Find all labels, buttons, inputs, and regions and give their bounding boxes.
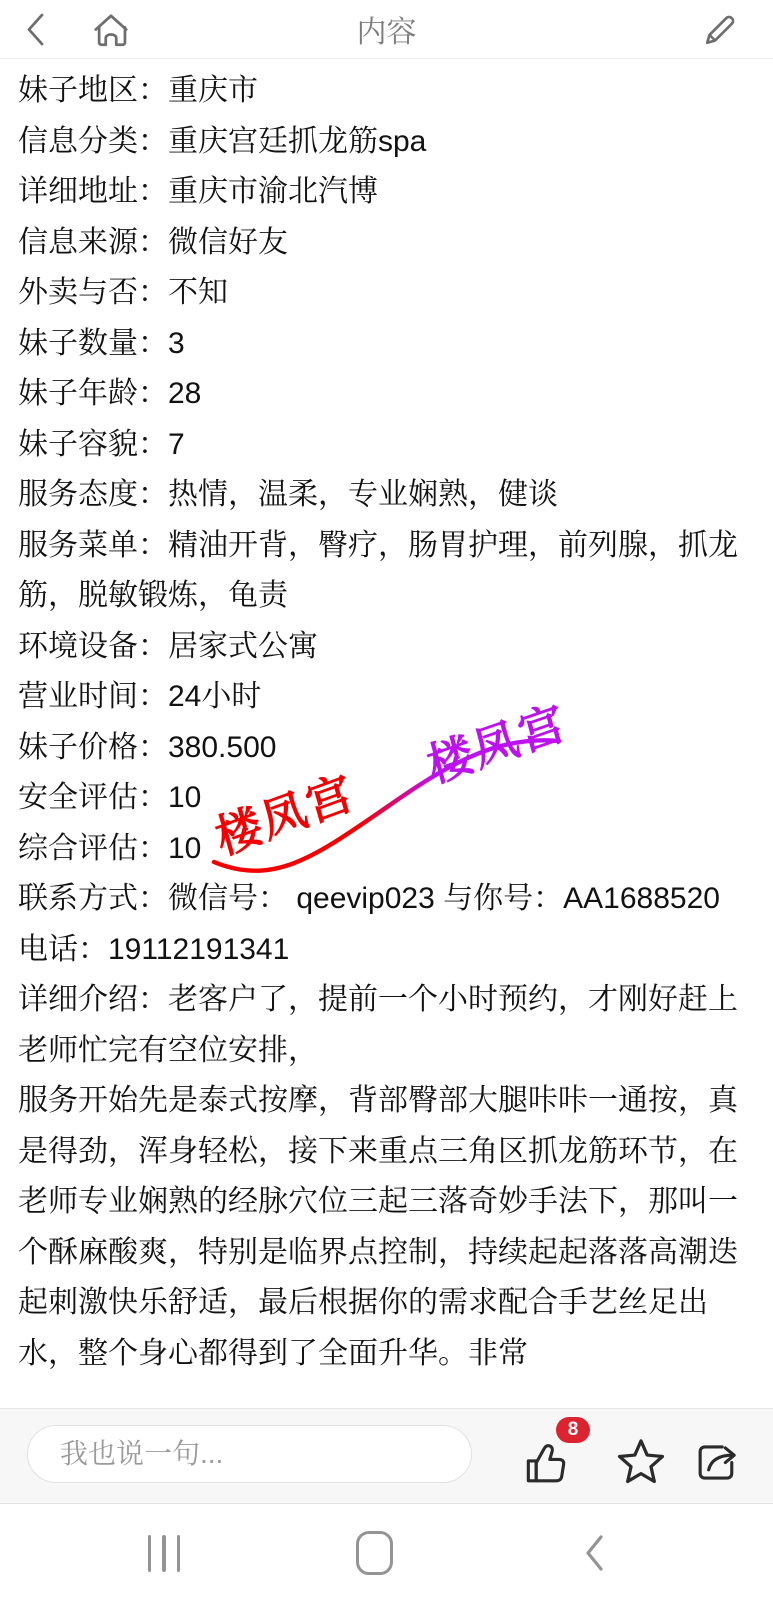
like-count-badge: 8 xyxy=(556,1417,590,1443)
home-squircle-icon xyxy=(356,1531,393,1575)
recents-button[interactable] xyxy=(134,1522,194,1584)
home-button[interactable] xyxy=(86,6,136,54)
content-body xyxy=(18,59,759,1408)
content-paragraph: 联系方式：微信号： qeevip023 与你号：AA1688520 xyxy=(18,882,720,915)
content-paragraph: 服务态度：热情，温柔，专业娴熟，健谈 xyxy=(18,478,558,511)
favorite-button[interactable] xyxy=(612,1433,670,1491)
back-chevron-icon xyxy=(581,1532,607,1574)
page-title: 内容 xyxy=(356,16,417,49)
recents-icon xyxy=(148,1535,180,1572)
home-icon xyxy=(90,9,132,51)
content-paragraph: 营业时间：24小时 xyxy=(18,680,262,713)
watermark-text-red: 楼凤宫 xyxy=(209,765,360,865)
content-paragraph: 电话：19112191341 xyxy=(18,932,290,966)
content-paragraph: 环境设备：居家式公寓 xyxy=(18,629,318,663)
content-paragraph: 详细介绍：老客户了，提前一个小时预约，才刚好赶上老师忙完有空位安排， xyxy=(18,983,738,1067)
watermark-text-purple: 楼凤宫 xyxy=(421,695,572,793)
edit-button[interactable] xyxy=(694,6,746,54)
back-button[interactable] xyxy=(14,8,58,52)
nav-home-button[interactable] xyxy=(344,1522,404,1584)
content-paragraph: 信息来源：微信好友 xyxy=(18,225,288,259)
content-paragraph: 妹子年龄：28 xyxy=(18,377,202,410)
content-paragraph: 信息分类：重庆宫廷抓龙筋spa xyxy=(18,124,427,158)
content-paragraph: 妹子地区：重庆市 xyxy=(18,74,258,107)
comment-input[interactable] xyxy=(27,1425,472,1483)
top-app-bar xyxy=(0,0,773,59)
content-paragraph: 妹子价格：380.500 xyxy=(18,730,277,764)
content-paragraph: 综合评估：10 xyxy=(18,831,202,865)
comment-bar xyxy=(0,1408,773,1504)
content-paragraph: 服务菜单：精油开背，臀疗，肠胃护理，前列腺，抓龙筋，脱敏锻炼，龟责 xyxy=(18,528,738,612)
pencil-icon xyxy=(700,10,740,50)
content-paragraph: 详细地址：重庆市渝北汽博 xyxy=(18,175,378,208)
content-paragraph: 安全评估：10 xyxy=(18,781,202,814)
nav-back-button[interactable] xyxy=(564,1522,624,1584)
back-chevron-icon xyxy=(23,10,49,50)
thumbs-up-icon xyxy=(520,1437,570,1487)
share-button[interactable] xyxy=(688,1433,746,1491)
share-icon xyxy=(691,1438,743,1486)
star-icon xyxy=(615,1436,667,1488)
content-paragraph: 妹子容貌：7 xyxy=(18,427,185,461)
content-paragraph: 外卖与否：不知 xyxy=(18,276,228,309)
content-paragraph: 妹子数量：3 xyxy=(18,326,185,360)
content-paragraph: 服务开始先是泰式按摩，背部臀部大腿咔咔一通按，真是得劲，浑身轻松，接下来重点三角区抓龙筋环节，在老师专业娴熟的经脉穴位三起三落奇妙手法下，那叫一个酥麻酸爽，特别是临界点控制，持续起起落落高潮迭起刺激快乐舒适，最后根据你的需求配合手艺丝足出水，整个身心都得到了全面升华。非常 xyxy=(18,1084,738,1370)
android-nav-bar xyxy=(0,1503,773,1601)
